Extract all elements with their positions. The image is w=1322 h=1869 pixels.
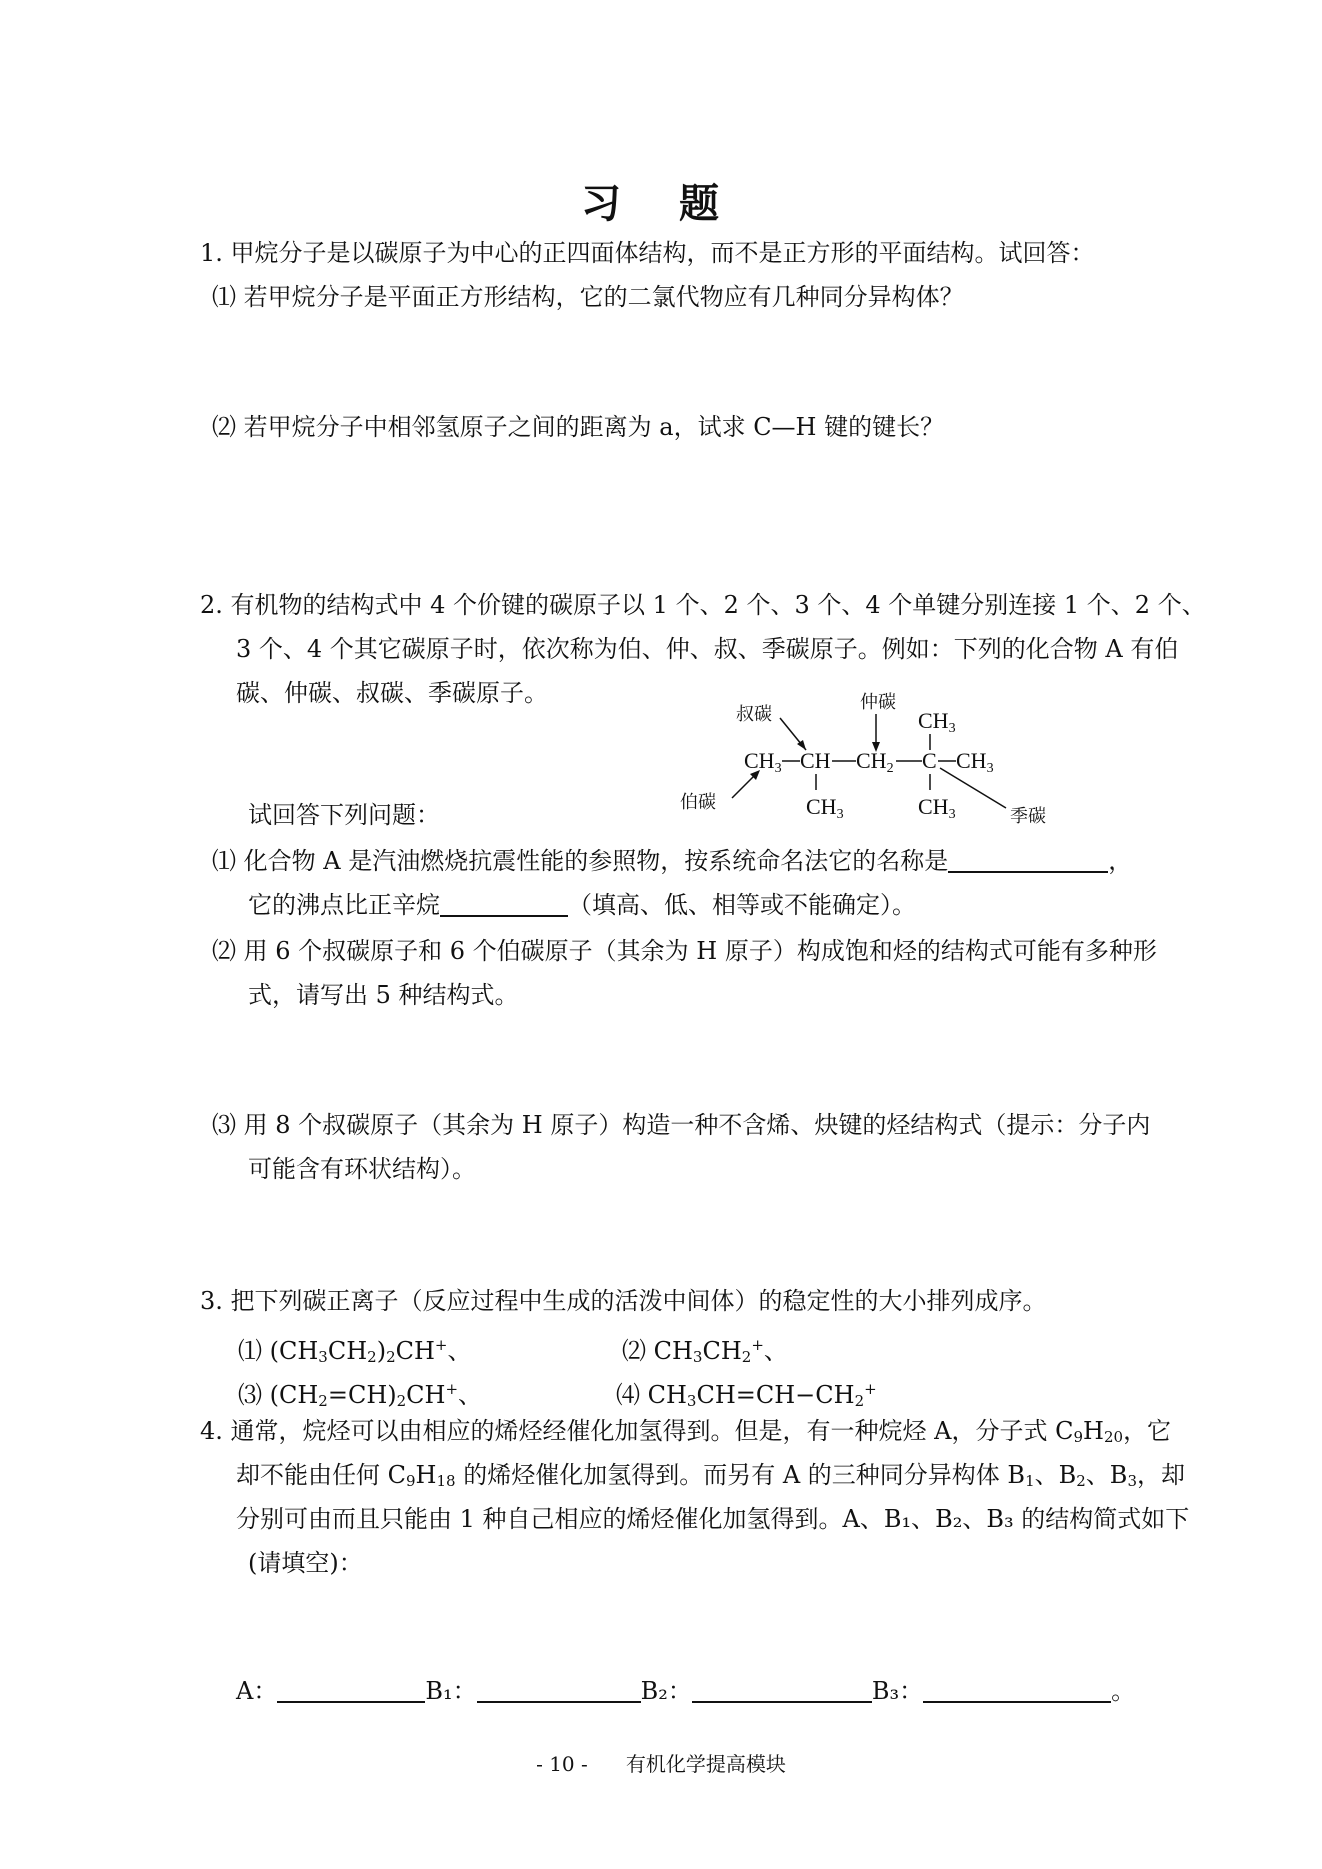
label-quaternary-carbon: 季碳 [1010,806,1046,827]
q1-part2: ⑵ 若甲烷分子中相邻氢原子之间的距离为 a，试求 C—H 键的键长？ [212,413,945,441]
q3-stem: 3. 把下列碳正离子（反应过程中生成的活泼中间体）的稳定性的大小排列成序。 [200,1287,1047,1315]
group-ch3-right: CH3 [956,748,994,776]
q2-prompt: 试回答下列问题： [248,801,440,829]
group-ch3-bottom-1: CH3 [806,794,844,822]
label-primary-carbon: 伯碳 [680,792,716,813]
q1-stem: 1. 甲烷分子是以碳原子为中心的正四面体结构，而不是正方形的平面结构。试回答： [200,239,1095,267]
group-quaternary-c: C [922,748,937,773]
group-ch3-top: CH3 [918,708,956,736]
answer-blank-b1[interactable] [477,1679,641,1703]
q3-item3: ⑶ $(CH_2=CH)_2CH^+$、 [238,1380,483,1410]
q2-part1-line2: 它的沸点比正辛烷 （填高、低、相等或不能确定）。 [248,891,916,919]
answer-blank-b2[interactable] [692,1679,872,1703]
answer-blank-name[interactable] [948,849,1108,873]
group-ch3-bottom-2: CH3 [918,794,956,822]
group-ch2: CH2 [856,748,894,776]
group-ch3-left: CH3 [744,748,782,776]
answer-blank-a[interactable] [277,1679,425,1703]
label-secondary-carbon: 仲碳 [860,692,896,713]
answer-blank-b3[interactable] [923,1679,1111,1703]
q4-line1: 4. 通常，烷烃可以由相应的烯烃经催化加氢得到。但是，有一种烷烃 A，分子式 $C_9H_{20}$，它 [200,1417,1172,1446]
q3-item1: ⑴ $(CH_3CH_2)_2CH^+$、 [238,1336,472,1366]
page-title: 习 题 [581,181,741,227]
q2-part2-line1: ⑵ 用 6 个叔碳原子和 6 个伯碳原子（其余为 H 原子）构成饱和烃的结构式可能有多种形 [212,937,1157,965]
q4-answer-blanks: A： B₁： B₂： B₃： 。 [236,1677,1136,1705]
q4-line2: 却不能由任何 $C_9H_{18}$ 的烯烃催化加氢得到。而另有 A 的三种同分异构体 $B_1$、$B_2$、$B_3$，却 [236,1461,1185,1490]
module-name: 有机化学提高模块 [625,1752,786,1776]
q2-part1-line1: ⑴ 化合物 A 是汽油燃烧抗震性能的参照物，按系统命名法它的名称是 ， [212,847,1133,875]
answer-blank-boiling-point[interactable] [440,893,568,917]
q2-line3: 碳、仲碳、叔碳、季碳原子。 [236,679,548,707]
q2-line1: 2. 有机物的结构式中 4 个价键的碳原子以 1 个、2 个、3 个、4 个单键分别连接 1 个、2 个、 [200,591,1206,619]
page-footer [0,1748,1322,1777]
compound-a-structure [660,690,1080,830]
q3-item4: ⑷ $CH_3CH=CH-CH_2^+$ [616,1380,877,1410]
q1-part1: ⑴ 若甲烷分子是平面正方形结构，它的二氯代物应有几种同分异构体？ [212,283,964,311]
q2-part3-line2: 可能含有环状结构）。 [248,1155,476,1183]
q4-line4: (请填空)： [248,1549,363,1577]
q2-line2: 3 个、4 个其它碳原子时，依次称为伯、仲、叔、季碳原子。例如：下列的化合物 A 有伯 [236,635,1179,663]
q2-part2-line2: 式，请写出 5 种结构式。 [248,981,519,1009]
group-ch: CH [800,748,831,773]
q3-item2: ⑵ $CH_3CH_2^+$、 [622,1336,788,1366]
q4-line3: 分别可由而且只能由 1 种自己相应的烯烃催化加氢得到。A、B₁、B₂、B₃ 的结构简式如下 [236,1505,1190,1533]
q2-part3-line1: ⑶ 用 8 个叔碳原子（其余为 H 原子）构造一种不含烯、炔键的烃结构式（提示：分子内 [212,1111,1151,1139]
label-tertiary-carbon: 叔碳 [736,704,772,725]
page-number: - 10 - [536,1752,588,1776]
